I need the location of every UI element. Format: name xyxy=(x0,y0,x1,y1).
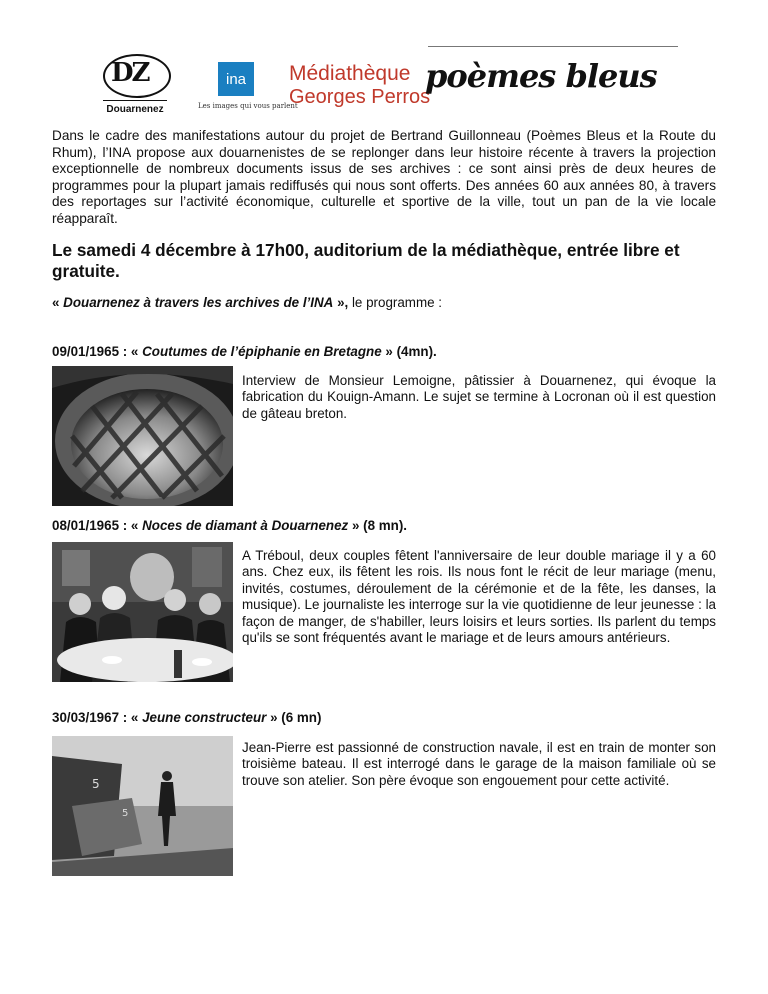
document-body xyxy=(52,128,716,310)
ina-logo: ina Les images qui vous parlent xyxy=(198,62,298,110)
boat-number: 5 xyxy=(122,808,129,819)
boat-builder-photo xyxy=(52,736,233,876)
douarnenez-logo: DZ Douarnenez xyxy=(95,52,175,122)
entry-title: 30/03/1967 : « Jeune constructeur » (6 mn) xyxy=(52,710,322,725)
entry-title: 09/01/1965 : « Coutumes de l’épiphanie en Bretagne » (4mn). xyxy=(52,344,437,359)
mediatheque-logo: Médiathèque Georges Perros xyxy=(289,62,431,108)
wedding-photo xyxy=(52,542,233,682)
program-entry xyxy=(52,710,716,819)
program-entry xyxy=(52,344,716,421)
program-title: Douarnenez à travers les archives de l’INA xyxy=(63,294,334,310)
entry-description: Interview de Monsieur Lemoigne, pâtissier à Douarnenez, qui évoque la fabrication du Kouign-Amann. Le sujet se termine à Locronan où il est question de gâteau breton. xyxy=(242,373,716,421)
program-entry xyxy=(52,518,716,646)
program-heading: « Douarnenez à travers les archives de l’INA », le programme : xyxy=(52,294,443,310)
entry-description: Jean-Pierre est passionné de construction navale, il est en train de monter son troisième bateau. Il est interrogé dans le garage de la maison familiale où se trouve son atelier. Son père évoque son engouement pour cette activité. xyxy=(242,740,716,788)
entry-title: 08/01/1965 : « Noces de diamant à Douarnenez » (8 mn). xyxy=(52,518,407,533)
event-headline: Le samedi 4 décembre à 17h00, auditorium de la médiathèque, entrée libre et gratuite. xyxy=(52,239,680,281)
boat-number: 5 xyxy=(92,777,100,791)
pastry-photo xyxy=(52,366,233,506)
logo-banner xyxy=(0,40,768,120)
intro-paragraph: Dans le cadre des manifestations autour du projet de Bertrand Guillonneau (Poèmes Bleus et la Route du Rhum), l’INA propose aux douarnenistes de se replonger dans leur histoire récente à travers la projection exceptionnelle de nombreux documents issus de ses archives : ce sont ainsi près de deux heures de programmes pour la plupart jamais rediffusés qui nous sont offerts. Des années 60 aux années 80, à travers des reportages sur l’activité économique, culturelle et sportive de la ville, tout un pan de la vie locale réapparaît. xyxy=(52,128,716,226)
entry-description: A Tréboul, deux couples fêtent l'anniversaire de leur double mariage il y a 60 ans. Chez eux, ils fêtent les rois. Ils nous font le récit de leur mariage (menu, invités, costumes, déroulement de la cérémonie et de la fête, les danses, la musique). Le journaliste les interroge sur la vie quotidienne de leur jeunesse : la façon de manger, de s'habiller, leurs loisirs et leurs sorties. Ils parlent du temps qu'ils se sont fréquentés avant le mariage et de leurs amours antérieurs. xyxy=(242,548,716,646)
poemes-bleus-logo: poèmes bleus xyxy=(425,46,680,95)
